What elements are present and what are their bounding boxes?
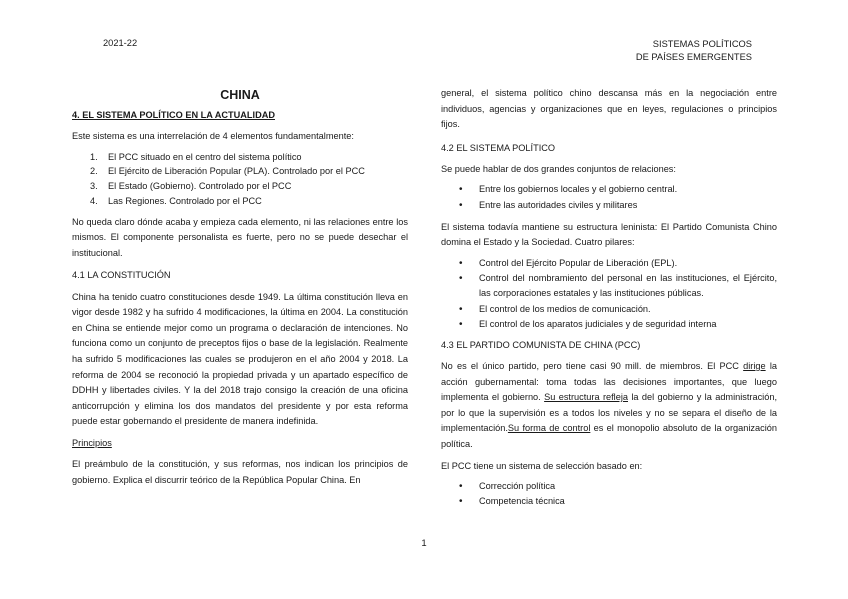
subheading-partido: 4.3 EL PARTIDO COMUNISTA DE CHINA (PCC) [441,339,641,350]
relaciones-paragraph: Se puede hablar de dos grandes conjuntos de relaciones: [441,163,676,174]
page-title: CHINA [220,88,260,102]
list-item: • Control del nombramiento del personal en las instituciones, el Ejército, las corporaciones estatales y las instituciones públicas. [459,273,777,299]
list-item: • Entre los gobiernos locales y el gobierno central. [459,184,678,196]
subheading-constitucion: 4.1 LA CONSTITUCIÓN [72,269,171,280]
unclear-paragraph: No queda claro dónde acaba y empieza cada elemento, ni las relaciones entre los mismos. El componente personalista es fuerte, pero no se puede desechar el institucional. [72,216,408,258]
seleccion-list [441,479,777,509]
page-number: 1 [421,538,427,549]
constitucion-paragraph: China ha tenido cuatro constituciones desde 1949. La última constitución lleva en vigor desde 1982 y ha sufrido 4 modificaciones, la última en 2004. La constitución en China se entiende mejor como un programa o declaración de intenciones. No funciona como un conjunto de preceptos fijos o base de la legislación. Realmente ha sufrido 5 modificaciones las cuales se produjeron en el año 2004 y 2018. La reforma de 2004 se reconoció la propiedad privada y un apartado específico de DDHH y libertades civiles. Y la del 2018 trajo consigo la creación de una oficina anticorrupción y elimina los dos mandatos del presidente y por esta reforma puede estar gobernando el presidente de manera indefinida. [72,291,408,427]
seleccion-paragraph: El PCC tiene un sistema de selección basado en: [441,460,643,471]
list-item: • Competencia técnica [459,496,565,508]
intro-paragraph: Este sistema es una interrelación de 4 elementos fundamentalmente: [72,131,354,141]
relaciones-list [441,182,777,212]
right-column [441,86,777,510]
subheading-principios: Principios [72,437,112,448]
list-item: • Control del Ejército Popular de Liberación (EPL). [459,257,678,269]
partido-paragraph: No es el único partido, pero tiene casi 90 mill. de miembros. El PCC dirige la acción gubernamental: toma todas las decisiones importantes, que luego implementa el gobierno. Su estructura refleja la del gobierno y la administración, por lo que la supervisión es a todos los niveles y no se separa el diseño de la implementación.Su forma de control es el monopolio absoluto de la organización política. [441,360,777,449]
list-item: • El control de los medios de comunicación. [459,303,651,315]
header-subject-line1: SISTEMAS POLÍTICOS [652,39,752,49]
header-subject-line2: DE PAÍSES EMERGENTES [635,51,752,62]
list-item: 1. El PCC situado en el centro del sistema político [90,151,302,162]
header-year: 2021-22 [103,38,138,48]
continued-paragraph: general, el sistema político chino descansa más en la negociación entre individuos, agencias y organizaciones que en leyes, regulaciones o principios fijos. [441,88,777,130]
elements-list [72,150,408,209]
pilares-list [441,256,777,332]
section-heading: 4. EL SISTEMA POLÍTICO EN LA ACTUALIDAD [72,110,275,120]
header-subject [636,38,752,63]
list-item: 3. El Estado (Gobierno). Controlado por el PCC [90,181,292,192]
list-item: 4. Las Regiones. Controlado por el PCC [90,195,262,206]
list-item: • Corrección política [459,481,556,493]
principios-paragraph: El preámbulo de la constitución, y sus reformas, nos indican los principios de gobierno. Explica el discurrir teórico de la República Popular China. En [72,458,408,485]
list-item: • Entre las autoridades civiles y militares [459,199,638,211]
leninista-paragraph: El sistema todavía mantiene su estructura leninista: El Partido Comunista Chino domina el Estado y la Sociedad. Cuatro pilares: [441,221,777,248]
left-column [72,88,408,488]
list-item: 2. El Ejército de Liberación Popular (PLA). Controlado por el PCC [90,166,365,177]
subheading-sistema: 4.2 EL SISTEMA POLÍTICO [441,142,556,153]
list-item: • El control de los aparatos judiciales y de seguridad interna [459,318,717,330]
